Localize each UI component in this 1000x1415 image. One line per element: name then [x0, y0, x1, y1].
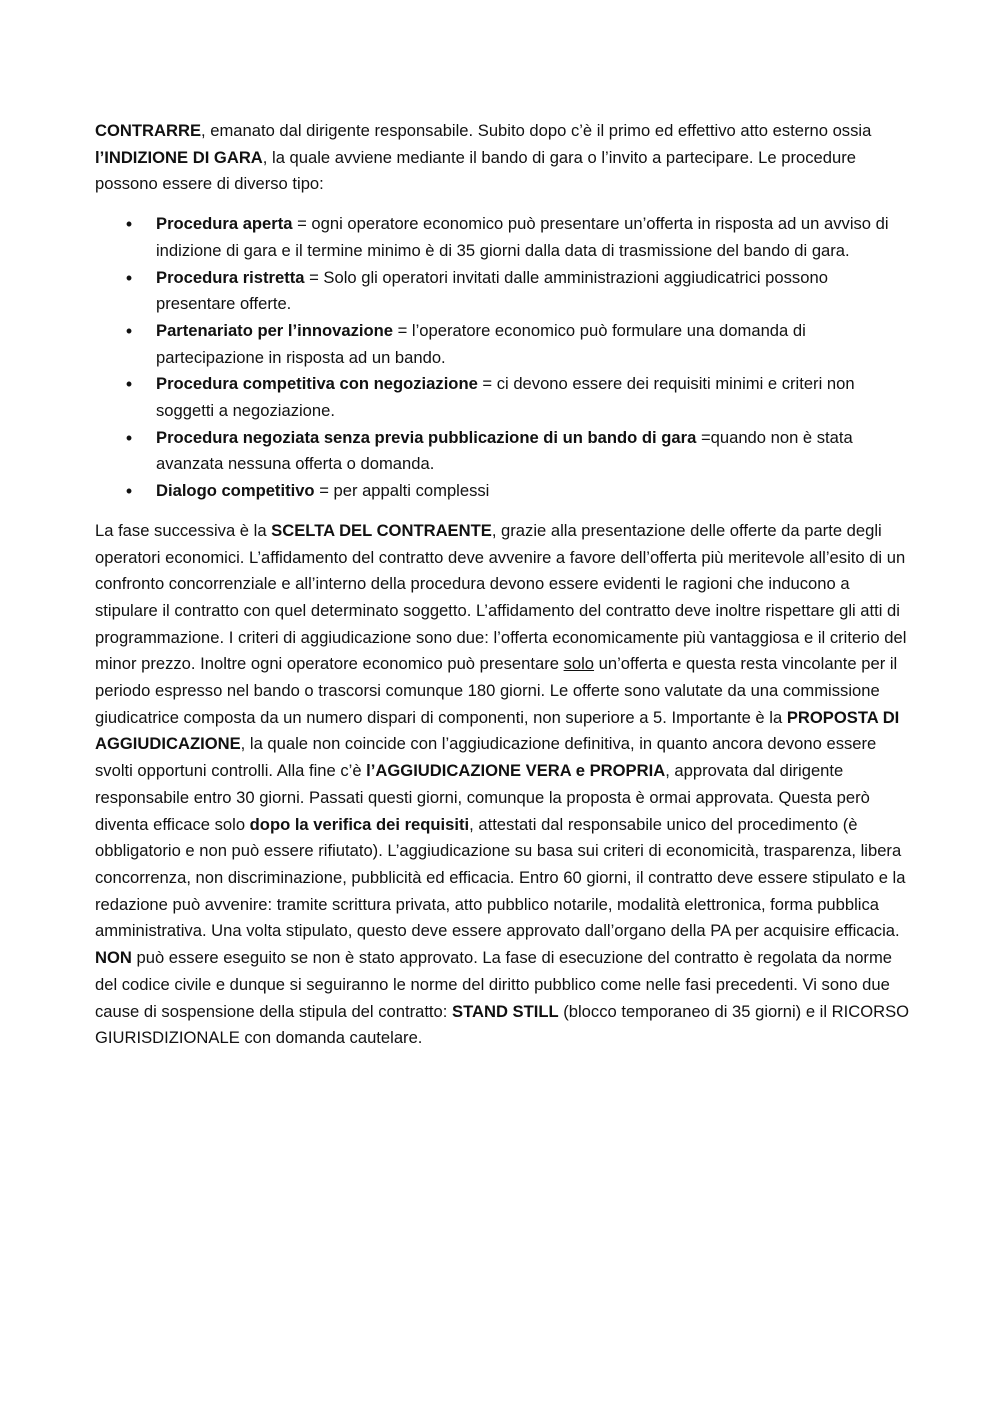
- list-item: [95, 425, 910, 478]
- procedure-description: = ci devono essere dei requisiti minimi e criteri non soggetti a negoziazione.: [156, 374, 855, 421]
- body-text-2: , grazie alla presentazione delle offerte da parte degli operatori economici. L’affidamento del contratto deve avvenire a favore dell’offerta più meritevole all’esito di un confronto concorrenziale e all’interno della procedura devono essere evidenti le ragioni che inducono a stipulare il contratto con quel determinato soggetto. L’affidamento del contratto deve inoltre rispettare gli atti di programmazione. I criteri di aggiudicazione sono due: l’offerta economicamente più vantaggiosa e il criterio del minor prezzo. Inoltre ogni operatore economico può presentare: [95, 520, 907, 674]
- intro-text-2: , la quale avviene mediante il bando di gara o l’invito a partecipare. Le procedure possono essere di diverso tipo:: [95, 147, 856, 194]
- procedure-name: Procedura ristretta: [156, 267, 305, 287]
- body-text-8: (blocco temporaneo di 35 giorni) e il RICORSO GIURISDIZIONALE con domanda cautelare.: [95, 1001, 910, 1048]
- document-page: [95, 118, 910, 1052]
- procedure-name: Procedura negoziata senza previa pubblicazione di un bando di gara: [156, 427, 697, 447]
- body-text-6: , attestati dal responsabile unico del procedimento (è obbligatorio e non può essere rifiutato). L’aggiudicazione su basa sui criteri di economicità, trasparenza, libera concorrenza, non discriminazione, pubblicità ed efficacia. Entro 60 giorni, il contratto deve essere stipulato e la redazione può avvenire: tramite scrittura privata, atto pubblico notarile, modalità elettronica, forma pubblica amministrativa. Una volta stipulato, questo deve essere approvato dall’organo della PA per acquisire efficacia.: [95, 814, 906, 941]
- term-solo: solo: [563, 654, 595, 674]
- body-text-3: un’offerta e questa resta vincolante per il periodo espresso nel bando o trascorsi comunque 180 giorni. Le offerte sono valutate da una commissione giudicatrice composta da un numero dispari di componenti, non superiore a 5. Importante è la: [95, 654, 898, 727]
- procedure-name: Procedura aperta: [156, 214, 293, 234]
- procedure-name: Procedura competitiva con negoziazione: [156, 374, 478, 394]
- list-item: [95, 211, 910, 264]
- bullet-icon: •: [125, 374, 133, 395]
- list-item: [95, 318, 910, 371]
- intro-text-1: , emanato dal dirigente responsabile. Subito dopo c’è il primo ed effettivo atto esterno ossia: [201, 121, 872, 140]
- procedure-description: = l’operatore economico può formulare una domanda di partecipazione in risposta ad un bando.: [156, 320, 806, 367]
- body-text-4: , la quale non coincide con l’aggiudicazione definitiva, in quanto ancora devono essere svolti opportuni controlli. Alla fine c’è: [95, 734, 877, 781]
- bullet-icon: •: [125, 320, 133, 341]
- body-text-5: , approvata dal dirigente responsabile entro 30 giorni. Passati questi giorni, comunque la proposta è ormai approvata. Questa però diventa efficace solo: [95, 761, 870, 834]
- bullet-icon: •: [125, 214, 133, 235]
- body-paragraph: [95, 518, 910, 1052]
- procedure-list: [95, 211, 910, 505]
- list-item: [95, 478, 910, 505]
- intro-paragraph: [95, 118, 910, 198]
- list-item: [95, 265, 910, 318]
- term-proposta-di-aggiudicazione: PROPOSTA DI AGGIUDICAZIONE: [95, 707, 900, 754]
- body-text-7: può essere eseguito se non è stato approvato. La fase di esecuzione del contratto è regolata da norme del codice civile e dunque si seguiranno le norme del diritto pubblico come nelle fasi precedenti. Vi sono due cause di sospensione della stipula del contratto:: [95, 948, 893, 1021]
- body-text-1: La fase successiva è la: [95, 520, 272, 540]
- bullet-icon: •: [125, 481, 133, 502]
- term-indizione-di-gara: l’INDIZIONE DI GARA: [95, 147, 263, 167]
- term-scelta-del-contraente: SCELTA DEL CONTRAENTE: [271, 520, 492, 540]
- term-non: NON: [95, 948, 132, 968]
- procedure-description: = per appalti complessi: [314, 481, 490, 501]
- procedure-name: Dialogo competitivo: [156, 481, 315, 501]
- procedure-description: = ogni operatore economico può presentare un’offerta in risposta ad un avviso di indizione di gara e il termine minimo è di 35 giorni dalla data di trasmissione del bando di gara.: [156, 214, 889, 260]
- list-item: [95, 371, 910, 424]
- procedure-name: Partenariato per l’innovazione: [156, 320, 393, 340]
- bullet-icon: •: [125, 427, 133, 448]
- bullet-icon: •: [125, 267, 133, 288]
- term-stand-still: STAND STILL: [452, 1001, 559, 1021]
- procedure-description: = Solo gli operatori invitati dalle amministrazioni aggiudicatrici possono presentare offerte.: [156, 267, 828, 314]
- term-verifica-dei-requisiti: dopo la verifica dei requisiti: [249, 814, 470, 834]
- procedure-description: =quando non è stata avanzata nessuna offerta o domanda.: [156, 427, 853, 474]
- term-contrarre: CONTRARRE: [95, 121, 202, 140]
- term-aggiudicazione-vera-e-propria: l’AGGIUDICAZIONE VERA e PROPRIA: [366, 761, 666, 781]
